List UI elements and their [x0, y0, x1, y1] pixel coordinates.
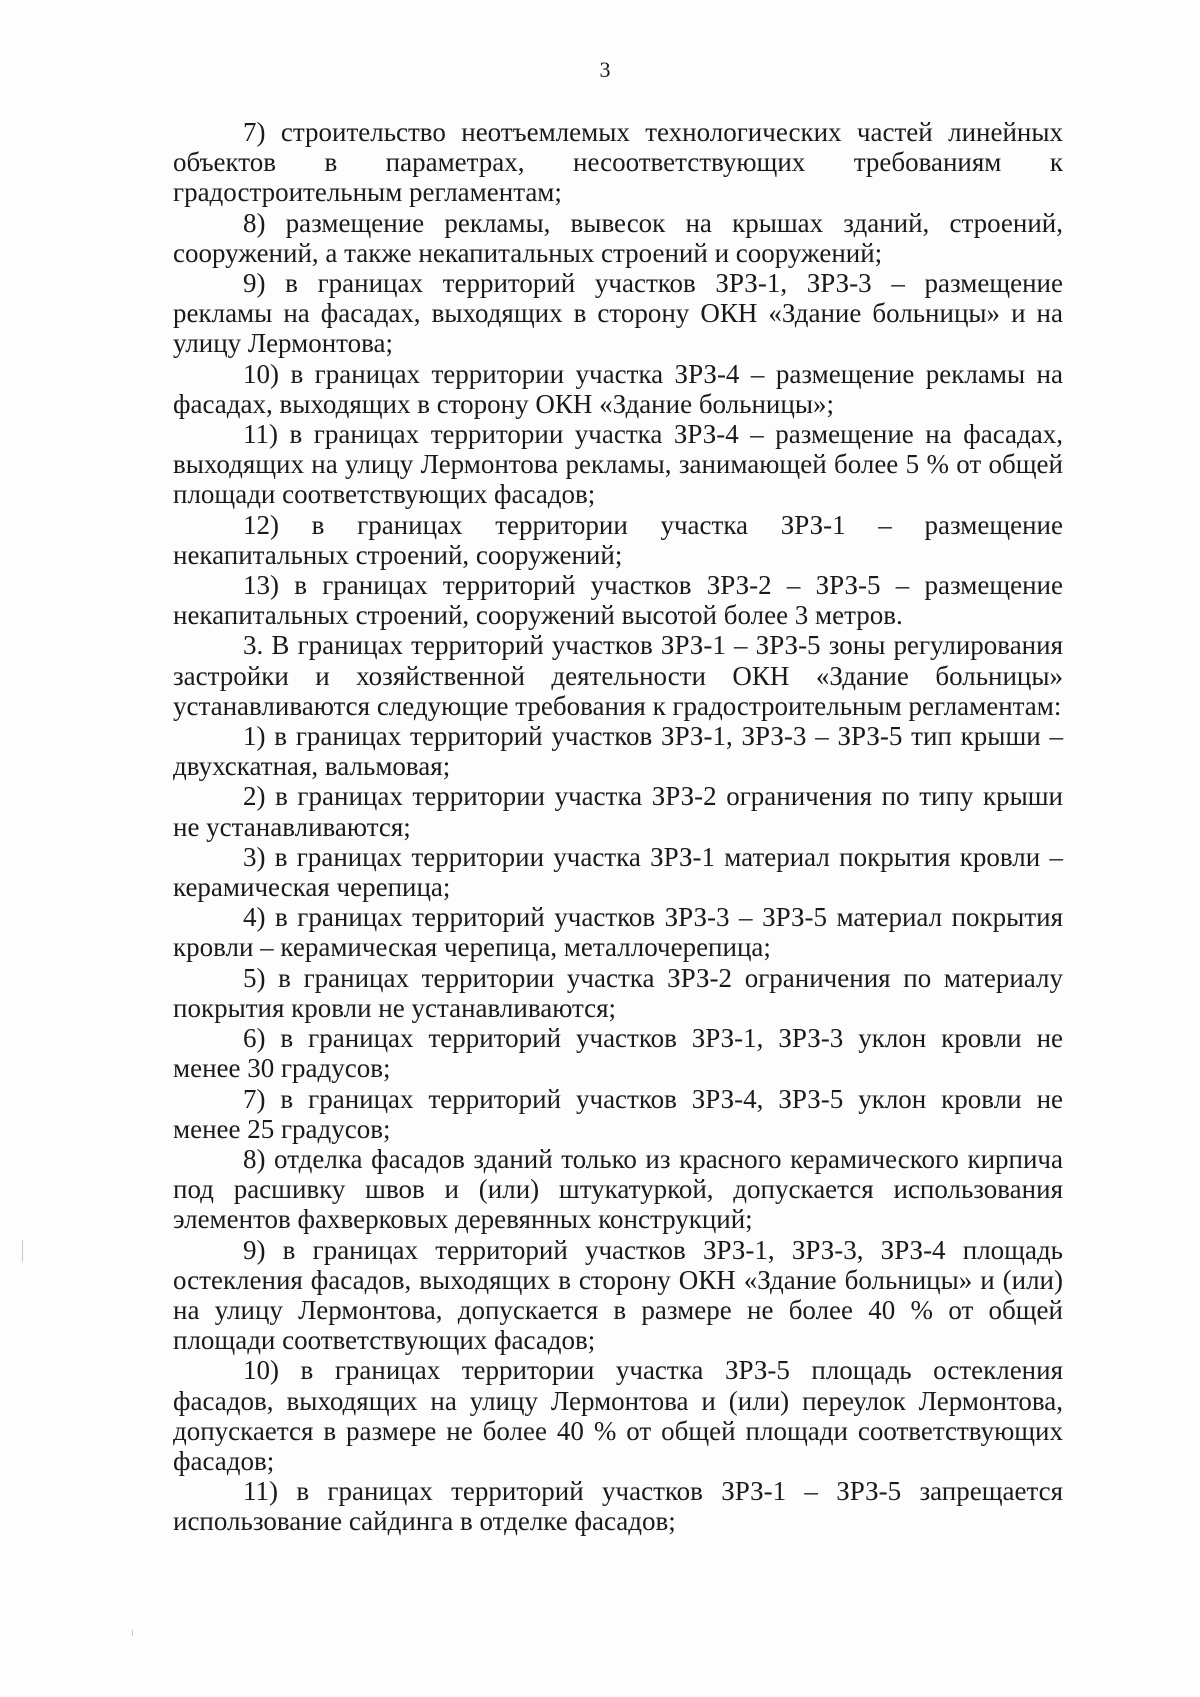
paragraph-item-7: 7) строительство неотъемлемых технологических частей линейных объектов в параметрах, несоответствующих требованиям к градостроительным регламентам;	[173, 117, 1063, 208]
page-number: 3	[599, 57, 611, 82]
document-body	[173, 117, 1063, 1537]
requirement-item-5: 5) в границах территории участка ЗРЗ-2 ограничения по материалу покрытия кровли не устанавливаются;	[173, 962, 1063, 1023]
requirement-item-8: 8) отделка фасадов зданий только из красного керамического кирпича под расшивку швов и (или) штукатуркой, допускается использования элементов фахверковых деревянных конструкций;	[173, 1143, 1063, 1235]
requirement-item-1: 1) в границах территорий участков ЗРЗ-1, ЗРЗ-3 – ЗРЗ-5 тип крыши – двухскатная, вальмовая;	[173, 721, 1063, 782]
paragraph-item-11: 11) в границах территории участка ЗРЗ-4 – размещение на фасадах, выходящих на улицу Лермонтова рекламы, занимающей более 5 % от общей площади соответствующих фасадов;	[173, 419, 1063, 510]
requirement-item-9: 9) в границах территорий участков ЗРЗ-1, ЗРЗ-3, ЗРЗ-4 площадь остекления фасадов, выходящих в сторону ОКН «Здание больницы» и (или) на улицу Лермонтова, допускается в размере не более 40 % от общей площади соответствующих фасадов;	[173, 1234, 1063, 1356]
paragraph-item-12: 12) в границах территории участка ЗРЗ-1 – размещение некапитальных строений, сооружений;	[173, 509, 1063, 570]
scan-artifact-mark	[132, 1630, 133, 1636]
paragraph-item-8: 8) размещение рекламы, вывесок на крышах зданий, строений, сооружений, а также некапитальных строений и сооружений;	[173, 207, 1063, 268]
requirement-item-7: 7) в границах территорий участков ЗРЗ-4, ЗРЗ-5 уклон кровли не менее 25 градусов;	[173, 1083, 1063, 1144]
requirement-item-3: 3) в границах территории участка ЗРЗ-1 материал покрытия кровли – керамическая черепица;	[173, 841, 1063, 903]
paragraph-item-10: 10) в границах территории участка ЗРЗ-4 – размещение рекламы на фасадах, выходящих в сторону ОКН «Здание больницы»;	[173, 358, 1063, 419]
paragraph-item-13: 13) в границах территорий участков ЗРЗ-2 – ЗРЗ-5 – размещение некапитальных строений, сооружений высотой более 3 метров.	[173, 570, 1063, 631]
scan-artifact-mark	[22, 1240, 23, 1262]
section-3-heading-paragraph: 3. В границах территорий участков ЗРЗ-1 – ЗРЗ-5 зоны регулирования застройки и хозяйственной деятельности ОКН «Здание больницы» устанавливаются следующие требования к градостроительным регламентам:	[173, 630, 1063, 721]
paragraph-item-9: 9) в границах территорий участков ЗРЗ-1, ЗРЗ-3 – размещение рекламы на фасадах, выходящих в сторону ОКН «Здание больницы» и на улицу Лермонтова;	[173, 268, 1063, 359]
requirement-item-4: 4) в границах территорий участков ЗРЗ-3 – ЗРЗ-5 материал покрытия кровли – керамическая черепица, металлочерепица;	[173, 902, 1063, 963]
requirement-item-11: 11) в границах территорий участков ЗРЗ-1 – ЗРЗ-5 запрещается использование сайдинга в отделке фасадов;	[173, 1476, 1063, 1537]
requirement-item-2: 2) в границах территории участка ЗРЗ-2 ограничения по типу крыши не устанавливаются;	[173, 781, 1063, 842]
requirement-item-6: 6) в границах территорий участков ЗРЗ-1, ЗРЗ-3 уклон кровли не менее 30 градусов;	[173, 1023, 1063, 1084]
requirement-item-10: 10) в границах территории участка ЗРЗ-5 площадь остекления фасадов, выходящих на улицу Лермонтова и (или) переулок Лермонтова, допускается в размере не более 40 % от общей площади соответствующих фасадов;	[173, 1355, 1063, 1476]
